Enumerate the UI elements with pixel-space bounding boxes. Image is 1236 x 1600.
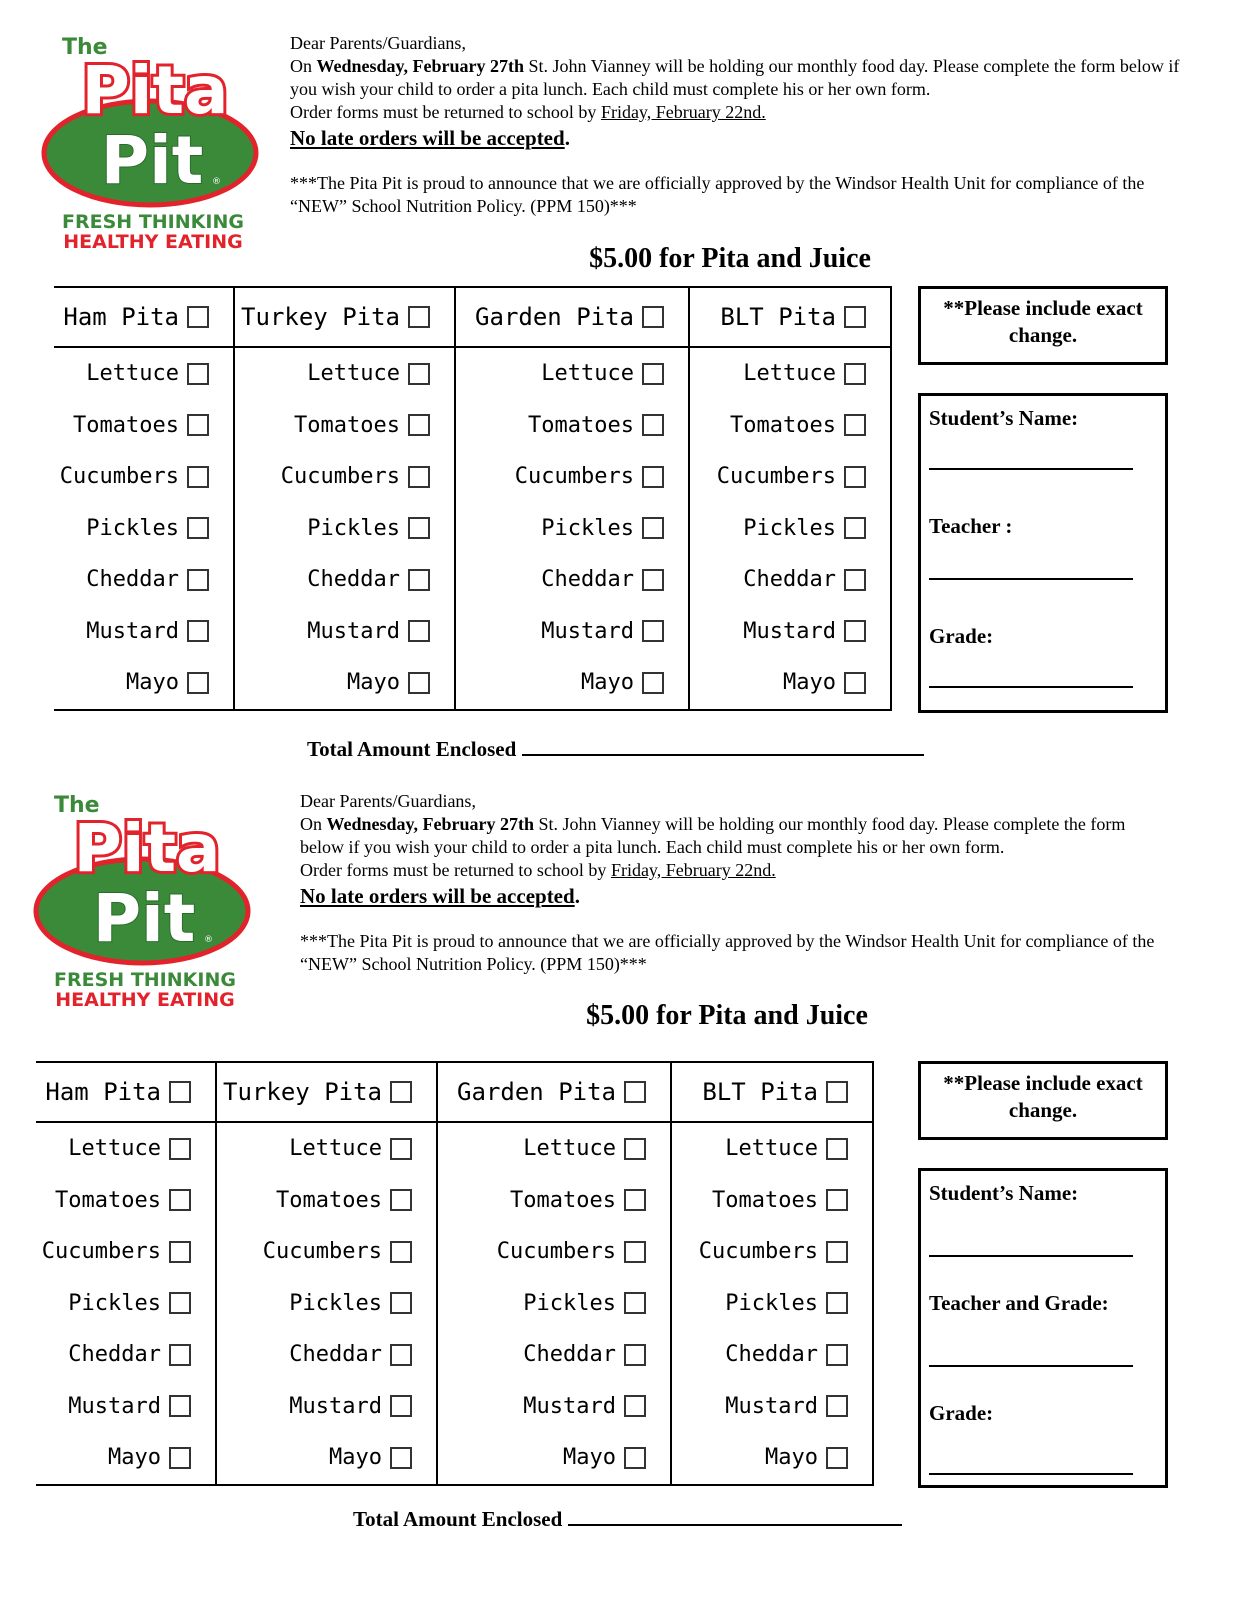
deadline-date: Friday, February 22nd.: [600, 102, 766, 122]
topping-checkbox[interactable]: [624, 1344, 646, 1366]
exact-change-box: **Please include exact change.: [918, 286, 1168, 365]
topping-checkbox[interactable]: [187, 672, 209, 694]
topping-label: Cheddar: [86, 567, 179, 593]
pita-checkbox[interactable]: [844, 306, 866, 328]
topping-checkbox[interactable]: [826, 1138, 848, 1160]
topping-label: Lettuce: [541, 361, 634, 387]
student-name-label: Student’s Name:: [929, 406, 1079, 430]
pita-order-grid: [36, 1061, 874, 1486]
topping-label: Mustard: [289, 1393, 382, 1419]
pita-checkbox[interactable]: [642, 306, 664, 328]
return-deadline: Order forms must be returned to school by Friday, February 22nd.: [290, 102, 766, 122]
pita-checkbox[interactable]: [169, 1081, 191, 1103]
topping-checkbox[interactable]: [408, 569, 430, 591]
price-heading: $5.00 for Pita and Juice: [589, 243, 871, 274]
topping-checkbox[interactable]: [844, 569, 866, 591]
topping-label: Pickles: [523, 1290, 616, 1316]
topping-label: Pickles: [743, 515, 836, 541]
topping-checkbox[interactable]: [169, 1395, 191, 1417]
topping-checkbox[interactable]: [624, 1241, 646, 1263]
topping-checkbox[interactable]: [169, 1241, 191, 1263]
pita-column: [54, 288, 235, 709]
topping-checkbox[interactable]: [390, 1189, 412, 1211]
topping-checkbox[interactable]: [390, 1344, 412, 1366]
logo-registered: ®: [204, 935, 213, 945]
topping-checkbox[interactable]: [844, 414, 866, 436]
topping-label: Mayo: [581, 670, 634, 696]
logo-pit: Pit: [92, 880, 196, 957]
order-form-bottom: [0, 772, 1236, 1562]
topping-label: Lettuce: [307, 361, 400, 387]
total-amount: [353, 1506, 902, 1532]
topping-label: Cheddar: [541, 567, 634, 593]
pita-pit-logo: [32, 786, 262, 1016]
logo-pit: Pit: [100, 122, 204, 199]
topping-checkbox[interactable]: [642, 620, 664, 642]
topping-label: Mayo: [126, 670, 179, 696]
topping-checkbox[interactable]: [624, 1138, 646, 1160]
pita-column: [438, 1063, 672, 1484]
topping-label: Mayo: [765, 1445, 818, 1471]
topping-checkbox[interactable]: [826, 1241, 848, 1263]
no-late-orders: No late orders will be accepted.: [290, 126, 570, 150]
topping-checkbox[interactable]: [642, 672, 664, 694]
topping-label: Tomatoes: [730, 412, 836, 438]
topping-label: Cucumbers: [716, 464, 836, 490]
topping-label: Mustard: [307, 618, 400, 644]
return-deadline: Order forms must be returned to school by Friday, February 22nd.: [300, 860, 776, 880]
grade-label: Grade:: [929, 624, 994, 648]
topping-checkbox[interactable]: [826, 1447, 848, 1469]
no-late-orders: No late orders will be accepted.: [300, 884, 580, 908]
parent-letter: [290, 32, 1180, 218]
pita-checkbox[interactable]: [187, 306, 209, 328]
salutation: Dear Parents/Guardians,: [300, 791, 476, 811]
topping-label: Lettuce: [68, 1136, 161, 1162]
pita-column: [690, 288, 892, 709]
logo-tagline-2: HEALTHY EATING: [55, 989, 235, 1011]
topping-checkbox[interactable]: [390, 1395, 412, 1417]
topping-label: Cheddar: [523, 1342, 616, 1368]
topping-checkbox[interactable]: [390, 1241, 412, 1263]
topping-checkbox[interactable]: [642, 569, 664, 591]
topping-label: Cucumbers: [262, 1239, 382, 1265]
topping-checkbox[interactable]: [642, 517, 664, 539]
topping-checkbox[interactable]: [408, 414, 430, 436]
teacher-label: Teacher :: [929, 514, 1013, 538]
exact-change-box: **Please include exact change.: [918, 1061, 1168, 1140]
topping-label: Lettuce: [523, 1136, 616, 1162]
topping-label: Cucumbers: [280, 464, 400, 490]
topping-checkbox[interactable]: [408, 517, 430, 539]
topping-checkbox[interactable]: [642, 414, 664, 436]
pita-column: [217, 1063, 438, 1484]
topping-label: Tomatoes: [55, 1187, 161, 1213]
price-heading: $5.00 for Pita and Juice: [586, 1000, 868, 1031]
topping-checkbox[interactable]: [408, 620, 430, 642]
logo-the: The: [54, 793, 100, 818]
topping-label: Mayo: [329, 1445, 382, 1471]
topping-checkbox[interactable]: [390, 1138, 412, 1160]
deadline-date: Friday, February 22nd.: [610, 860, 776, 880]
grade-label: Grade:: [929, 1401, 994, 1425]
food-day-date: Wednesday, February 27th: [316, 56, 525, 76]
pita-order-grid: [54, 286, 892, 711]
approval-note: ***The Pita Pit is proud to announce that we are officially approved by the Windsor Health Unit for compliance of the “NEW” School Nutrition Policy. (PPM 150)***: [300, 931, 1155, 974]
topping-checkbox[interactable]: [390, 1292, 412, 1314]
topping-checkbox[interactable]: [624, 1395, 646, 1417]
order-form-top: [0, 0, 1236, 790]
total-amount: [307, 736, 924, 762]
total-amount-label: Total Amount Enclosed: [307, 737, 517, 761]
topping-label: Cheddar: [743, 567, 836, 593]
total-amount-field[interactable]: [522, 736, 924, 756]
topping-label: Mustard: [743, 618, 836, 644]
topping-checkbox[interactable]: [844, 466, 866, 488]
pita-column: [36, 1063, 217, 1484]
topping-checkbox[interactable]: [187, 466, 209, 488]
approval-note: ***The Pita Pit is proud to announce that we are officially approved by the Windsor Health Unit for compliance of the “NEW” School Nutrition Policy. (PPM 150)***: [290, 173, 1145, 216]
pita-pit-logo-graphic: [40, 28, 270, 258]
student-name-field[interactable]: [929, 468, 1133, 470]
topping-checkbox[interactable]: [826, 1395, 848, 1417]
topping-checkbox[interactable]: [826, 1189, 848, 1211]
topping-label: Pickles: [307, 515, 400, 541]
pita-name: BLT Pita: [720, 303, 836, 331]
pita-name: Ham Pita: [63, 303, 179, 331]
pita-name: Turkey Pita: [223, 1078, 382, 1106]
topping-label: Pickles: [541, 515, 634, 541]
topping-label: Tomatoes: [712, 1187, 818, 1213]
topping-checkbox[interactable]: [187, 363, 209, 385]
topping-label: Mustard: [86, 618, 179, 644]
topping-label: Pickles: [86, 515, 179, 541]
topping-checkbox[interactable]: [169, 1138, 191, 1160]
topping-checkbox[interactable]: [408, 672, 430, 694]
logo-pita: Pita: [81, 52, 229, 129]
topping-checkbox[interactable]: [826, 1344, 848, 1366]
student-name-field[interactable]: [929, 1255, 1133, 1257]
pita-column: [456, 288, 690, 709]
logo-pita: Pita: [73, 810, 221, 887]
topping-label: Mustard: [68, 1393, 161, 1419]
topping-checkbox[interactable]: [826, 1292, 848, 1314]
pita-name: Turkey Pita: [241, 303, 400, 331]
topping-label: Tomatoes: [276, 1187, 382, 1213]
topping-label: Cucumbers: [41, 1239, 161, 1265]
topping-label: Mustard: [523, 1393, 616, 1419]
topping-label: Mustard: [541, 618, 634, 644]
pita-name: Garden Pita: [457, 1078, 616, 1106]
topping-label: Mayo: [347, 670, 400, 696]
parent-letter: [300, 790, 1170, 976]
topping-checkbox[interactable]: [408, 466, 430, 488]
topping-checkbox[interactable]: [169, 1292, 191, 1314]
topping-label: Tomatoes: [510, 1187, 616, 1213]
topping-checkbox[interactable]: [624, 1189, 646, 1211]
topping-label: Lettuce: [86, 361, 179, 387]
pita-name: Ham Pita: [45, 1078, 161, 1106]
teacher-grade-field[interactable]: [929, 1365, 1133, 1367]
topping-label: Cheddar: [725, 1342, 818, 1368]
topping-label: Cheddar: [307, 567, 400, 593]
letter-paragraph: On Wednesday, February 27th St. John Vianney will be holding our monthly food day. Please complete the form below if you wish your child to order a pita lunch. Each child must complete his or her own form.: [300, 814, 1126, 857]
grade-field[interactable]: [929, 686, 1133, 688]
topping-label: Pickles: [68, 1290, 161, 1316]
grade-field[interactable]: [929, 1473, 1133, 1475]
pita-pit-logo-graphic: [32, 786, 262, 1016]
pita-column: [235, 288, 456, 709]
pita-checkbox[interactable]: [408, 306, 430, 328]
student-info-box: [918, 1168, 1168, 1488]
student-name-label: Student’s Name:: [929, 1181, 1079, 1205]
logo-tagline-2: HEALTHY EATING: [63, 231, 243, 253]
teacher-grade-label: Teacher and Grade:: [929, 1291, 1109, 1315]
topping-checkbox[interactable]: [844, 517, 866, 539]
topping-checkbox[interactable]: [187, 414, 209, 436]
topping-checkbox[interactable]: [408, 363, 430, 385]
topping-checkbox[interactable]: [169, 1344, 191, 1366]
topping-checkbox[interactable]: [187, 620, 209, 642]
letter-paragraph: On Wednesday, February 27th St. John Vianney will be holding our monthly food day. Please complete the form below if you wish your child to order a pita lunch. Each child must complete his or her own form.: [290, 56, 1180, 99]
topping-label: Lettuce: [725, 1136, 818, 1162]
topping-label: Lettuce: [289, 1136, 382, 1162]
logo-tagline-1: FRESH THINKING: [62, 211, 244, 233]
pita-column: [672, 1063, 874, 1484]
pita-checkbox[interactable]: [826, 1081, 848, 1103]
topping-checkbox[interactable]: [844, 363, 866, 385]
topping-checkbox[interactable]: [169, 1447, 191, 1469]
total-amount-label: Total Amount Enclosed: [353, 1507, 563, 1531]
topping-checkbox[interactable]: [187, 569, 209, 591]
topping-checkbox[interactable]: [844, 620, 866, 642]
logo-the: The: [62, 35, 108, 60]
topping-checkbox[interactable]: [187, 517, 209, 539]
topping-label: Tomatoes: [73, 412, 179, 438]
topping-checkbox[interactable]: [169, 1189, 191, 1211]
logo-registered: ®: [212, 177, 221, 187]
topping-label: Cucumbers: [514, 464, 634, 490]
food-day-date: Wednesday, February 27th: [326, 814, 535, 834]
topping-label: Tomatoes: [294, 412, 400, 438]
pita-checkbox[interactable]: [390, 1081, 412, 1103]
student-info-box: [918, 393, 1168, 713]
total-amount-field[interactable]: [568, 1506, 902, 1526]
topping-checkbox[interactable]: [390, 1447, 412, 1469]
topping-label: Cucumbers: [59, 464, 179, 490]
logo-tagline-1: FRESH THINKING: [54, 969, 236, 991]
pita-name: BLT Pita: [702, 1078, 818, 1106]
topping-label: Pickles: [725, 1290, 818, 1316]
topping-label: Lettuce: [743, 361, 836, 387]
topping-label: Pickles: [289, 1290, 382, 1316]
pita-name: Garden Pita: [475, 303, 634, 331]
topping-label: Mayo: [783, 670, 836, 696]
topping-label: Mayo: [563, 1445, 616, 1471]
topping-label: Mustard: [725, 1393, 818, 1419]
topping-label: Tomatoes: [528, 412, 634, 438]
topping-label: Mayo: [108, 1445, 161, 1471]
topping-checkbox[interactable]: [844, 672, 866, 694]
topping-checkbox[interactable]: [642, 363, 664, 385]
pita-checkbox[interactable]: [624, 1081, 646, 1103]
topping-label: Cucumbers: [496, 1239, 616, 1265]
pita-pit-logo: [40, 28, 270, 258]
salutation: Dear Parents/Guardians,: [290, 33, 466, 53]
topping-label: Cheddar: [289, 1342, 382, 1368]
topping-checkbox[interactable]: [642, 466, 664, 488]
topping-label: Cucumbers: [698, 1239, 818, 1265]
topping-checkbox[interactable]: [624, 1292, 646, 1314]
teacher-field[interactable]: [929, 578, 1133, 580]
topping-label: Cheddar: [68, 1342, 161, 1368]
topping-checkbox[interactable]: [624, 1447, 646, 1469]
